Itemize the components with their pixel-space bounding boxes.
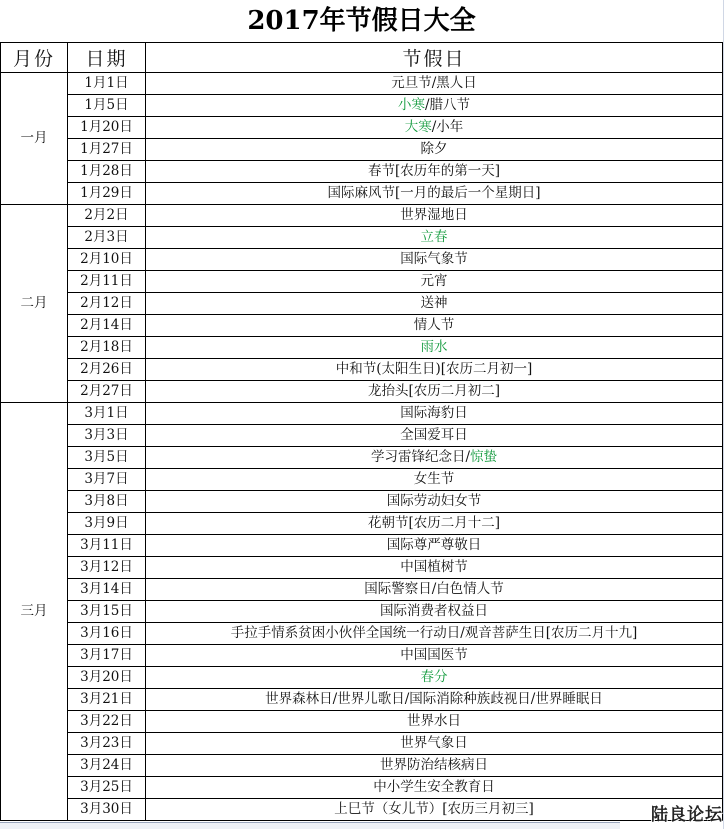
solar-term-text: 立春: [420, 229, 448, 245]
holiday-cell: [146, 755, 723, 777]
grid-edge: [723, 0, 727, 829]
date-cell: 3月14日: [68, 579, 146, 601]
holiday-cell: [146, 359, 723, 381]
holiday-text: /小年: [431, 119, 464, 135]
holiday-text: 国际警察日/白色情人节: [364, 581, 504, 597]
table-row: [1, 139, 723, 161]
sheet-tab-strip: [0, 822, 620, 829]
holiday-cell: [146, 645, 723, 667]
date-cell: 3月15日: [68, 601, 146, 623]
holiday-cell: [146, 249, 723, 271]
holiday-cell: [146, 205, 723, 227]
table-row: [1, 579, 723, 601]
table-row: [1, 777, 723, 799]
holiday-cell: [146, 293, 723, 315]
date-cell: 3月24日: [68, 755, 146, 777]
date-cell: 3月9日: [68, 513, 146, 535]
holiday-text: 元旦节/黑人日: [391, 75, 477, 91]
date-cell: 2月27日: [68, 381, 146, 403]
holiday-cell: [146, 689, 723, 711]
holiday-cell: [146, 315, 723, 337]
holiday-text: 手拉手情系贫困小伙伴全国统一行动日/观音菩萨生日[农历二月十九]: [230, 625, 638, 641]
holiday-text: 春节[农历年的第一天]: [367, 163, 501, 179]
holiday-cell: [146, 799, 723, 821]
date-cell: 2月26日: [68, 359, 146, 381]
table-row: [1, 271, 723, 293]
date-cell: 1月20日: [68, 117, 146, 139]
date-cell: 1月28日: [68, 161, 146, 183]
date-cell: 1月5日: [68, 95, 146, 117]
date-cell: 3月1日: [68, 403, 146, 425]
table-row: [1, 755, 723, 777]
holiday-cell: [146, 183, 723, 205]
holiday-cell: [146, 777, 723, 799]
holiday-text: 世界湿地日: [400, 207, 468, 223]
holiday-text: 女生节: [413, 471, 455, 487]
table-row: [1, 513, 723, 535]
holiday-text: 国际尊严尊敬日: [386, 537, 482, 553]
date-cell: 3月11日: [68, 535, 146, 557]
date-cell: 2月14日: [68, 315, 146, 337]
holiday-cell: [146, 381, 723, 403]
holiday-text: 送神: [420, 295, 448, 311]
header-holiday: 节假日: [146, 43, 723, 73]
holiday-text: 世界森林日/世界儿歌日/国际消除种族歧视日/世界睡眠日: [265, 691, 603, 707]
holiday-cell: [146, 667, 723, 689]
date-cell: 3月16日: [68, 623, 146, 645]
table-row: [1, 623, 723, 645]
holiday-text: 国际麻风节[一月的最后一个星期日]: [327, 185, 541, 201]
holiday-text: 上巳节（女儿节）[农历三月初三]: [334, 801, 534, 817]
table-row: [1, 337, 723, 359]
date-cell: 1月27日: [68, 139, 146, 161]
table-row: [1, 535, 723, 557]
solar-term-text: 惊蛰: [470, 449, 498, 465]
holiday-cell: [146, 95, 723, 117]
table-row: [1, 381, 723, 403]
holiday-text: 中小学生安全教育日: [373, 779, 495, 795]
table-row: [1, 161, 723, 183]
holiday-cell: [146, 513, 723, 535]
holiday-cell: [146, 161, 723, 183]
date-cell: 3月23日: [68, 733, 146, 755]
date-cell: 1月29日: [68, 183, 146, 205]
date-cell: 2月11日: [68, 271, 146, 293]
table-row: [1, 205, 723, 227]
table-row: [1, 469, 723, 491]
table-row: [1, 183, 723, 205]
watermark: 陆良论坛: [651, 805, 723, 825]
holiday-text: 中国国医节: [400, 647, 468, 663]
holiday-text: 国际海豹日: [400, 405, 468, 421]
date-cell: 3月21日: [68, 689, 146, 711]
page-title: 2017年节假日大全: [0, 0, 723, 43]
month-cell: 三月: [1, 403, 68, 821]
date-cell: 1月1日: [68, 73, 146, 95]
holiday-cell: [146, 447, 723, 469]
holiday-cell: [146, 139, 723, 161]
holiday-text: 中和节(太阳生日)[农历二月初一]: [335, 361, 533, 377]
solar-term-text: 雨水: [420, 339, 448, 355]
table-row: [1, 711, 723, 733]
table-row: [1, 73, 723, 95]
holiday-cell: [146, 403, 723, 425]
holiday-text: 国际消费者权益日: [380, 603, 488, 619]
month-cell: 二月: [1, 205, 68, 403]
holiday-cell: [146, 227, 723, 249]
holiday-cell: [146, 271, 723, 293]
date-cell: 3月7日: [68, 469, 146, 491]
month-cell: 一月: [1, 73, 68, 205]
date-cell: 2月3日: [68, 227, 146, 249]
header-row: [1, 43, 723, 73]
table-row: [1, 403, 723, 425]
table-row: [1, 491, 723, 513]
date-cell: 3月12日: [68, 557, 146, 579]
holiday-text: 全国爱耳日: [400, 427, 468, 443]
holiday-cell: [146, 337, 723, 359]
table-row: [1, 601, 723, 623]
holiday-text: 国际气象节: [400, 251, 468, 267]
table-row: [1, 733, 723, 755]
date-cell: 3月20日: [68, 667, 146, 689]
holiday-cell: [146, 425, 723, 447]
header-date: 日期: [68, 43, 146, 73]
table-row: [1, 95, 723, 117]
holiday-cell: [146, 557, 723, 579]
holiday-table: [0, 42, 723, 821]
table-row: [1, 667, 723, 689]
holiday-text: 国际劳动妇女节: [386, 493, 482, 509]
table-row: [1, 557, 723, 579]
holiday-text: 花朝节[农历二月十二]: [367, 515, 501, 531]
table-row: [1, 249, 723, 271]
holiday-cell: [146, 469, 723, 491]
table-row: [1, 359, 723, 381]
date-cell: 3月17日: [68, 645, 146, 667]
date-cell: 2月10日: [68, 249, 146, 271]
holiday-cell: [146, 117, 723, 139]
holiday-cell: [146, 579, 723, 601]
holiday-text: 情人节: [413, 317, 455, 333]
header-month: 月份: [1, 43, 68, 73]
holiday-text: 中国植树节: [400, 559, 468, 575]
holiday-cell: [146, 535, 723, 557]
holiday-text: 世界气象日: [400, 735, 468, 751]
table-row: [1, 227, 723, 249]
holiday-text: 世界防治结核病日: [380, 757, 488, 773]
date-cell: 2月12日: [68, 293, 146, 315]
date-cell: 3月3日: [68, 425, 146, 447]
holiday-text: /腊八节: [424, 97, 471, 113]
holiday-text: 元宵: [420, 273, 448, 289]
solar-term-text: 春分: [420, 669, 448, 685]
solar-term-text: 小寒: [397, 97, 425, 113]
holiday-text: 龙抬头[农历二月初二]: [367, 383, 501, 399]
table-row: [1, 447, 723, 469]
table-row: [1, 799, 723, 821]
holiday-cell: [146, 733, 723, 755]
holiday-cell: [146, 491, 723, 513]
holiday-text: 学习雷锋纪念日/: [370, 449, 471, 465]
table-row: [1, 645, 723, 667]
table-row: [1, 293, 723, 315]
holiday-cell: [146, 623, 723, 645]
table-body: [1, 73, 723, 821]
date-cell: 3月25日: [68, 777, 146, 799]
date-cell: 3月5日: [68, 447, 146, 469]
holiday-cell: [146, 711, 723, 733]
date-cell: 3月22日: [68, 711, 146, 733]
solar-term-text: 大寒: [404, 119, 432, 135]
table-row: [1, 689, 723, 711]
holiday-text: 世界水日: [407, 713, 461, 729]
date-cell: 2月18日: [68, 337, 146, 359]
date-cell: 2月2日: [68, 205, 146, 227]
table-row: [1, 117, 723, 139]
date-cell: 3月8日: [68, 491, 146, 513]
table-row: [1, 425, 723, 447]
holiday-text: 除夕: [420, 141, 448, 157]
holiday-cell: [146, 601, 723, 623]
holiday-cell: [146, 73, 723, 95]
table-row: [1, 315, 723, 337]
date-cell: 3月30日: [68, 799, 146, 821]
